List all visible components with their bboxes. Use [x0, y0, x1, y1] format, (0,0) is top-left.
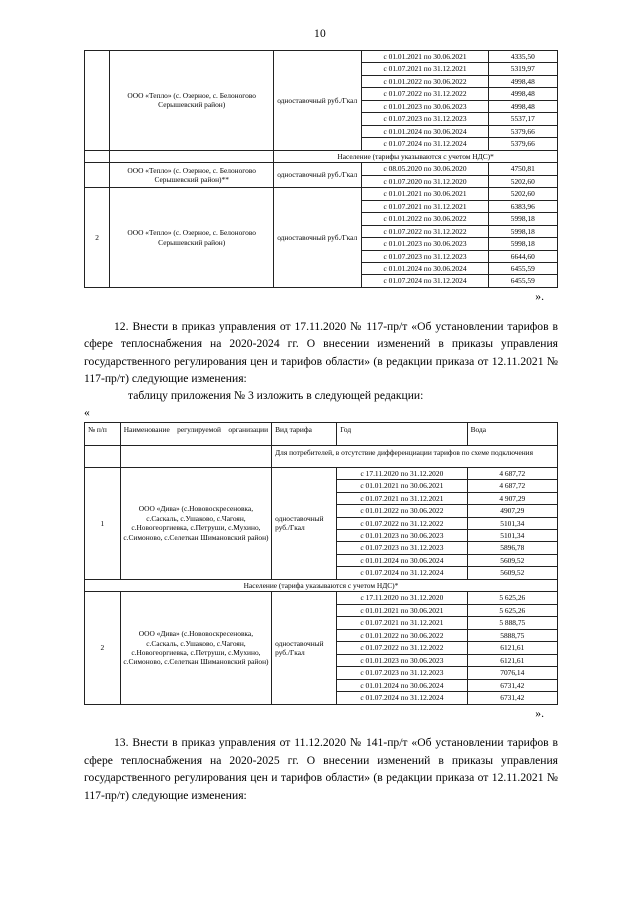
tariff-kind-cell: одноставочный руб./Гкал — [274, 188, 362, 288]
value-cell: 4 687,72 — [467, 480, 557, 492]
period-cell: с 01.07.2024 по 31.12.2024 — [337, 567, 467, 579]
header-year: Год — [337, 422, 467, 445]
period-cell: с 01.01.2021 по 30.06.2021 — [337, 604, 467, 616]
period-cell: с 01.07.2023 по 31.12.2023 — [337, 667, 467, 679]
population-notice-row — [85, 579, 558, 591]
closing-quote-1: ». — [535, 289, 544, 303]
value-cell: 4998,48 — [488, 88, 557, 100]
period-cell: с 01.07.2022 по 31.12.2022 — [362, 88, 488, 100]
table-header-row — [85, 422, 558, 445]
consumers-notice: Для потребителей, в отсутствие дифференциации тарифов по схеме подключения — [272, 445, 558, 467]
organization-cell: ООО «Тепло» (с. Озерное, с. Белоногово Серышевский район)** — [110, 163, 274, 188]
organization-cell: ООО «Тепло» (с. Озерное, с. Белоногово Серышевский район) — [110, 188, 274, 288]
organization-cell: ООО «Тепло» (с. Озерное, с. Белоногово Серышевский район) — [110, 51, 274, 151]
page-content — [0, 50, 640, 804]
consumers-notice-row — [85, 445, 558, 467]
value-cell: 4998,48 — [488, 75, 557, 87]
population-notice: Население (тарифа указываются с учетом НДС)* — [85, 579, 558, 591]
value-cell: 5998,18 — [488, 213, 557, 225]
period-cell: с 17.11.2020 по 31.12.2020 — [337, 592, 467, 604]
value-cell: 5537,17 — [488, 113, 557, 125]
header-water: Вода — [467, 422, 557, 445]
organization-cell: ООО «Дива» (с.Нововоскресеновка, с.Саскаль, с.Ушаково, с.Чагоян, с.Новогеоргиевка, с.Петруши, с.Мухино, с.Симоново, с.Селеткан Шимановский район) — [120, 592, 271, 704]
period-cell: с 01.07.2022 по 31.12.2022 — [337, 517, 467, 529]
period-cell: с 01.07.2023 по 31.12.2023 — [362, 250, 488, 262]
value-cell: 4998,48 — [488, 100, 557, 112]
value-cell: 4 907,29 — [467, 492, 557, 504]
table-row — [85, 188, 558, 200]
value-cell: 4335,50 — [488, 51, 557, 63]
value-cell: 5609,52 — [467, 567, 557, 579]
value-cell: 5 625,26 — [467, 604, 557, 616]
clause-12-subclause: таблицу приложения № 3 изложить в следующей редакции: — [128, 389, 424, 403]
value-cell: 5319,97 — [488, 63, 557, 75]
period-cell: с 01.07.2022 по 31.12.2022 — [337, 642, 467, 654]
value-cell: 4750,81 — [488, 163, 557, 175]
value-cell: 6731,42 — [467, 692, 557, 704]
period-cell: с 01.01.2023 по 30.06.2023 — [337, 654, 467, 666]
value-cell: 5998,18 — [488, 225, 557, 237]
table-row — [85, 163, 558, 175]
value-cell: 5609,52 — [467, 554, 557, 566]
period-cell: с 01.01.2024 по 30.06.2024 — [337, 679, 467, 691]
period-cell: с 01.01.2021 по 30.06.2021 — [362, 188, 488, 200]
empty-cell-org — [120, 445, 271, 467]
tariff-kind-cell: одноставочный руб./Гкал — [274, 51, 362, 151]
clause-13-text: 13. Внести в приказ управления от 11.12.2020 № 141-пр/т «Об установлении тарифов в сфере теплоснабжения на 2020-2025 гг. О внесении изменений в приказы управления государственного регулирования цен и тарифов области» (в редакции приказа от 12.11.2021 № 117-пр/т) следующие изменения: — [84, 736, 558, 802]
value-cell: 4907,29 — [467, 505, 557, 517]
period-cell: с 01.01.2022 по 30.06.2022 — [362, 213, 488, 225]
period-cell: с 08.05.2020 по 30.06.2020 — [362, 163, 488, 175]
period-cell: с 01.01.2023 по 30.06.2023 — [362, 238, 488, 250]
value-cell: 5 625,26 — [467, 592, 557, 604]
tariff-table-1 — [84, 50, 558, 288]
table-row — [85, 467, 558, 479]
period-cell: с 01.07.2021 по 31.12.2021 — [362, 63, 488, 75]
value-cell: 7076,14 — [467, 667, 557, 679]
value-cell: 5896,78 — [467, 542, 557, 554]
opening-quote-2: « — [84, 405, 90, 419]
period-cell: с 01.01.2022 по 30.06.2022 — [337, 629, 467, 641]
value-cell: 6383,96 — [488, 200, 557, 212]
period-cell: с 01.01.2021 по 30.06.2021 — [337, 480, 467, 492]
value-cell: 5202,60 — [488, 175, 557, 187]
organization-cell: ООО «Дива» (с.Нововоскресеновка, с.Саскаль, с.Ушаково, с.Чагоян, с.Новогеоргиевка, с.Петруши, с.Мухино, с.Симоново, с.Селеткан Шимановский район) — [120, 467, 271, 579]
clause-13-block — [84, 734, 558, 804]
table-row — [85, 51, 558, 63]
period-cell: с 01.07.2021 по 31.12.2021 — [337, 617, 467, 629]
row-number-cell: 2 — [85, 188, 110, 288]
value-cell: 6121,61 — [467, 654, 557, 666]
population-notice-row — [85, 150, 558, 162]
tariff-kind-cell: одноставочный руб./Гкал — [272, 592, 337, 704]
value-cell: 6455,59 — [488, 275, 557, 287]
period-cell: с 01.07.2022 по 31.12.2022 — [362, 225, 488, 237]
period-cell: с 01.07.2020 по 31.12.2020 — [362, 175, 488, 187]
header-num: № п/п — [85, 422, 121, 445]
period-cell: с 01.07.2023 по 31.12.2023 — [337, 542, 467, 554]
value-cell: 6455,59 — [488, 262, 557, 274]
table-1-body — [85, 51, 558, 288]
population-notice: Население (тарифы указываются с учетом НДС)* — [274, 150, 558, 162]
header-organization: Наименование регулируемой организации — [120, 422, 271, 445]
value-cell: 5379,66 — [488, 138, 557, 150]
tariff-kind-cell: одноставочный руб./Гкал — [272, 467, 337, 579]
period-cell: с 01.07.2023 по 31.12.2023 — [362, 113, 488, 125]
period-cell: с 01.01.2024 по 30.06.2024 — [362, 262, 488, 274]
value-cell: 6731,42 — [467, 679, 557, 691]
row-number-cell: 2 — [85, 592, 121, 704]
period-cell: с 01.07.2024 по 31.12.2024 — [362, 275, 488, 287]
value-cell: 5888,75 — [467, 629, 557, 641]
empty-cell-num — [85, 445, 121, 467]
value-cell: 5202,60 — [488, 188, 557, 200]
value-cell: 6121,61 — [467, 642, 557, 654]
clause-12-block — [84, 318, 558, 420]
table-2-body — [85, 422, 558, 704]
value-cell: 5998,18 — [488, 238, 557, 250]
period-cell: с 01.01.2022 по 30.06.2022 — [362, 75, 488, 87]
value-cell: 6644,60 — [488, 250, 557, 262]
value-cell: 5379,66 — [488, 125, 557, 137]
clause-12-text: 12. Внести в приказ управления от 17.11.2020 № 117-пр/т «Об установлении тарифов в сфере теплоснабжения на 2020-2024 гг. О внесении изменений в приказы управления государственного регулирования цен и тарифов области» (в редакции приказа от 12.11.2021 № 117-пр/т) следующие изменения: — [84, 319, 558, 385]
row-number-cell — [85, 163, 110, 188]
period-cell: с 01.07.2024 по 31.12.2024 — [362, 138, 488, 150]
value-cell: 4 687,72 — [467, 467, 557, 479]
table-row — [85, 592, 558, 604]
closing-quote-2: ». — [535, 706, 544, 720]
row-number-cell — [85, 51, 110, 151]
value-cell: 5 888,75 — [467, 617, 557, 629]
header-tariff-kind: Вид тарифа — [272, 422, 337, 445]
value-cell: 5101,34 — [467, 530, 557, 542]
period-cell: с 01.01.2024 по 30.06.2024 — [337, 554, 467, 566]
empty-cell-org — [110, 150, 274, 162]
row-number-cell: 1 — [85, 467, 121, 579]
period-cell: с 17.11.2020 по 31.12.2020 — [337, 467, 467, 479]
period-cell: с 01.01.2023 по 30.06.2023 — [362, 100, 488, 112]
value-cell: 5101,34 — [467, 517, 557, 529]
period-cell: с 01.07.2021 по 31.12.2021 — [362, 200, 488, 212]
period-cell: с 01.01.2023 по 30.06.2023 — [337, 530, 467, 542]
period-cell: с 01.01.2022 по 30.06.2022 — [337, 505, 467, 517]
tariff-table-2 — [84, 422, 558, 705]
period-cell: с 01.07.2021 по 31.12.2021 — [337, 492, 467, 504]
tariff-kind-cell: одноставочный руб./Гкал — [274, 163, 362, 188]
period-cell: с 01.01.2021 по 30.06.2021 — [362, 51, 488, 63]
period-cell: с 01.01.2024 по 30.06.2024 — [362, 125, 488, 137]
period-cell: с 01.07.2024 по 31.12.2024 — [337, 692, 467, 704]
page-number: 10 — [314, 28, 326, 40]
empty-cell-num — [85, 150, 110, 162]
